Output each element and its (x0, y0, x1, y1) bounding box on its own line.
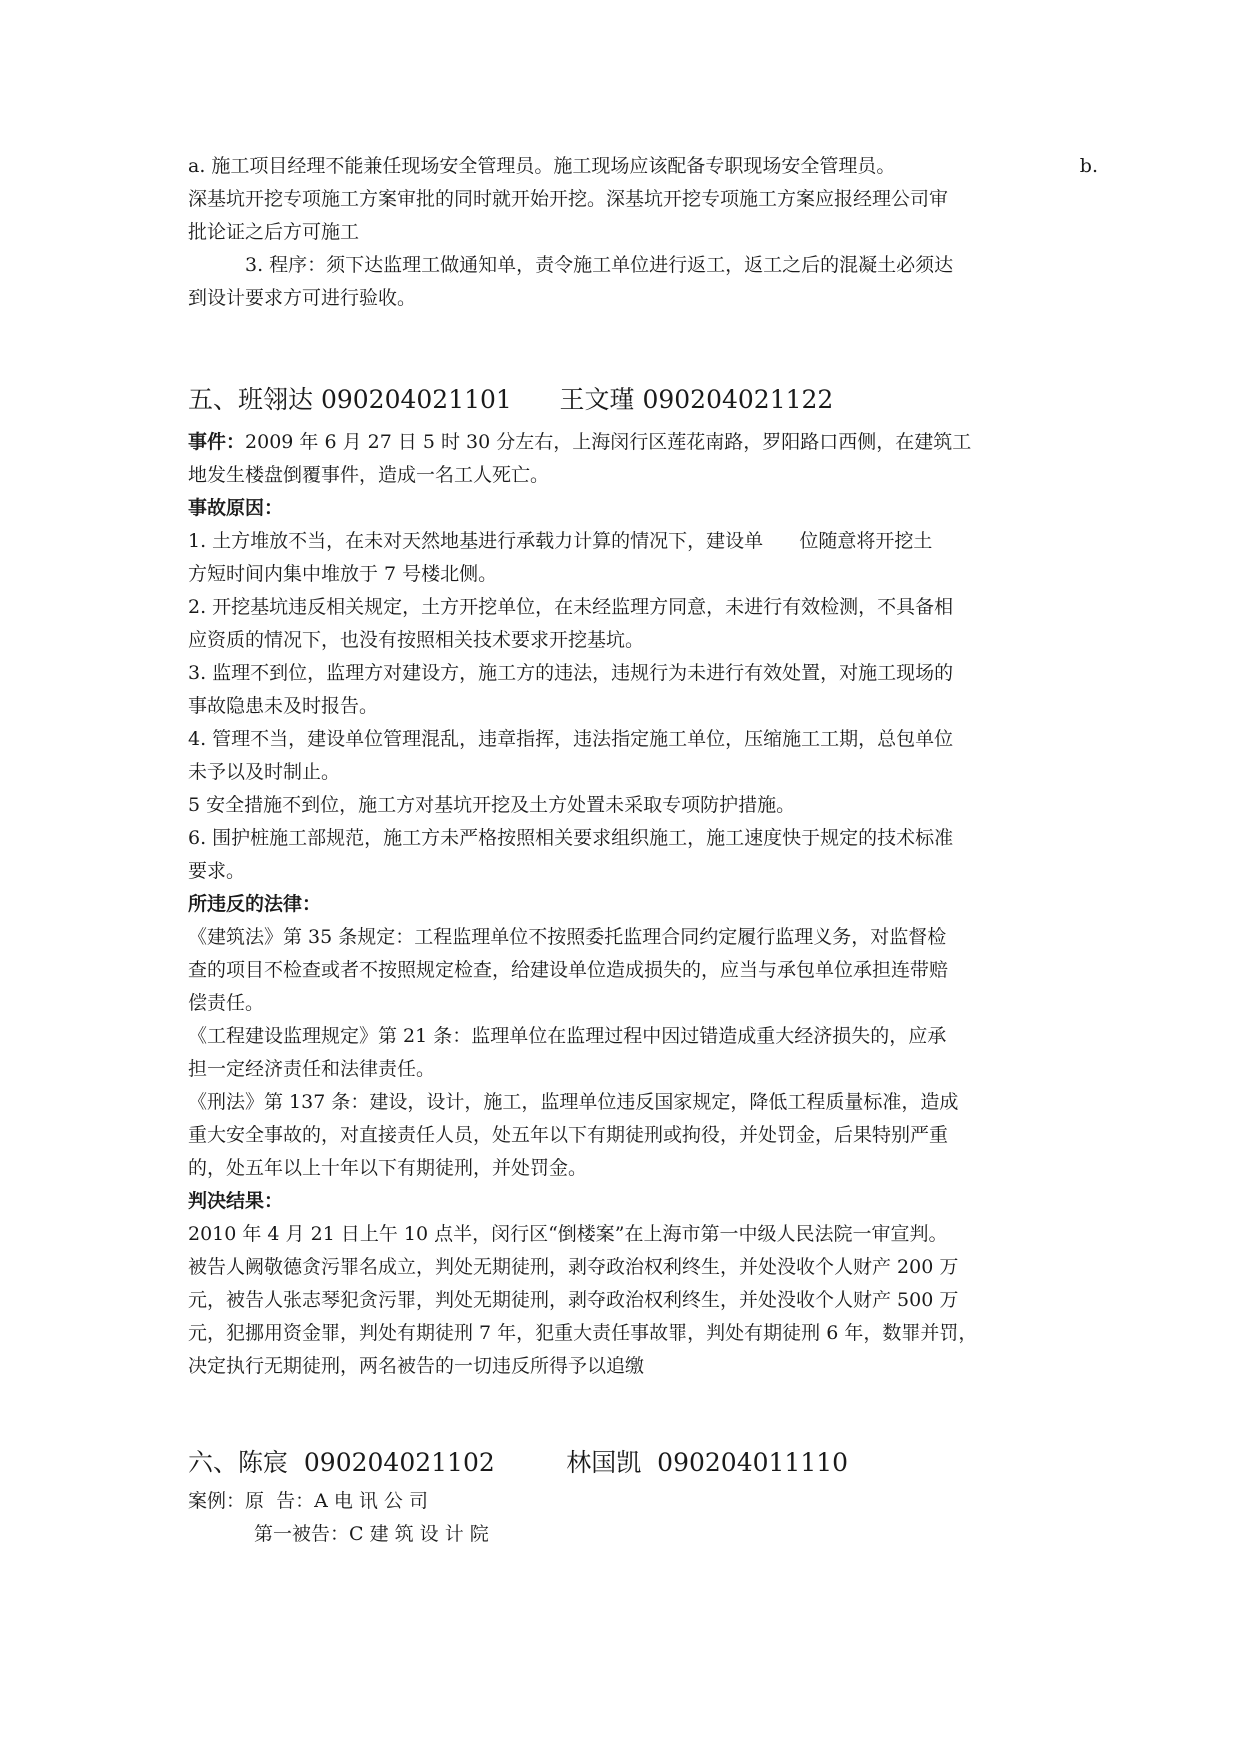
event-label: 事件： (188, 431, 246, 453)
event-text-2: 地发生楼盘倒覆事件，造成一名工人死亡。 (188, 464, 550, 486)
case-line-2: 第一被告：C 建 筑 设 计 院 (254, 1523, 489, 1545)
cause-line: 1. 土方堆放不当，在未对天然地基进行承载力计算的情况下，建设单 位随意将开挖土 (188, 530, 933, 552)
section-6-heading: 六、陈宸 090204021102 林国凯 090204011110 (188, 1448, 849, 1477)
document-page (188, 150, 1098, 1551)
law-line: 《建筑法》第 35 条规定：工程监理单位不按照委托监理合同约定履行监理义务，对监督检 (188, 926, 947, 948)
cause-line: 4. 管理不当，建设单位管理混乱，违章指挥，违法指定施工单位，压缩施工工期，总包单位 (188, 728, 954, 750)
law-line: 偿责任。 (188, 992, 265, 1014)
verdict-line: 决定执行无期徒刑，两名被告的一切违反所得予以追缴 (188, 1355, 645, 1377)
prev-line-3: 批论证之后方可施工 (188, 221, 360, 243)
cause-line: 6. 围护桩施工部规范，施工方未严格按照相关要求组织施工，施工速度快于规定的技术标准 (188, 827, 954, 849)
verdict-label: 判决结果： (188, 1190, 284, 1212)
cause-line: 2. 开挖基坑违反相关规定，土方开挖单位，在未经监理方同意，未进行有效检测，不具备相 (188, 596, 954, 618)
law-line: 查的项目不检查或者不按照规定检查，给建设单位造成损失的，应当与承包单位承担连带赔 (188, 959, 949, 981)
laws-label: 所违反的法律： (188, 893, 322, 915)
law-line: 担一定经济责任和法律责任。 (188, 1058, 436, 1080)
prev-line-1-a: a. 施工项目经理不能兼任现场安全管理员。施工现场应该配备专职现场安全管理员。 (188, 155, 896, 177)
verdict-line: 2010 年 4 月 21 日上午 10 点半，闵行区“倒楼案”在上海市第一中级人民法院一审宣判。 (188, 1223, 948, 1245)
prev-line-4: 3. 程序：须下达监理工做通知单，责令施工单位进行返工，返工之后的混凝土必须达 (245, 254, 954, 276)
prev-line-1 (188, 150, 1098, 183)
verdict-line: 元，犯挪用资金罪，判处有期徒刑 7 年，犯重大责任事故罪，判处有期徒刑 6 年，数罪并罚， (188, 1322, 978, 1344)
causes-label: 事故原因： (188, 497, 284, 519)
law-line: 重大安全事故的，对直接责任人员，处五年以下有期徒刑或拘役，并处罚金，后果特别严重 (188, 1124, 949, 1146)
cause-line: 方短时间内集中堆放于 7 号楼北侧。 (188, 563, 498, 585)
prev-line-1-b: b. (1079, 155, 1098, 177)
case-line-1: 案例：原 告：A 电 讯 公 司 (188, 1490, 428, 1512)
cause-line: 未予以及时制止。 (188, 761, 341, 783)
verdict-line: 被告人阙敬德贪污罪名成立，判处无期徒刑，剥夺政治权利终生，并处没收个人财产 200 万 (188, 1256, 959, 1278)
section-5-heading: 五、班翎达 090204021101 王文瑾 090204021122 (188, 385, 834, 414)
law-line: 《刑法》第 137 条：建设，设计，施工，监理单位违反国家规定，降低工程质量标准，造成 (188, 1091, 959, 1113)
event-paragraph (188, 426, 1098, 459)
prev-line-5: 到设计要求方可进行验收。 (188, 287, 417, 309)
prev-line-2: 深基坑开挖专项施工方案审批的同时就开始开挖。深基坑开挖专项施工方案应报经理公司审 (188, 188, 949, 210)
verdict-line: 元，被告人张志琴犯贪污罪，判处无期徒刑，剥夺政治权利终生，并处没收个人财产 500 万 (188, 1289, 959, 1311)
law-line: 的，处五年以上十年以下有期徒刑，并处罚金。 (188, 1157, 588, 1179)
event-text: 2009 年 6 月 27 日 5 时 30 分左右，上海闵行区莲花南路，罗阳路口西侧，在建筑工 (245, 431, 972, 453)
cause-line: 3. 监理不到位，监理方对建设方，施工方的违法，违规行为未进行有效处置，对施工现场的 (188, 662, 954, 684)
law-line: 《工程建设监理规定》第 21 条：监理单位在监理过程中因过错造成重大经济损失的，应承 (188, 1025, 947, 1047)
cause-line: 5 安全措施不到位，施工方对基坑开挖及土方处置未采取专项防护措施。 (188, 794, 796, 816)
cause-line: 应资质的情况下，也没有按照相关技术要求开挖基坑。 (188, 629, 645, 651)
cause-line: 要求。 (188, 860, 246, 882)
cause-line: 事故隐患未及时报告。 (188, 695, 379, 717)
